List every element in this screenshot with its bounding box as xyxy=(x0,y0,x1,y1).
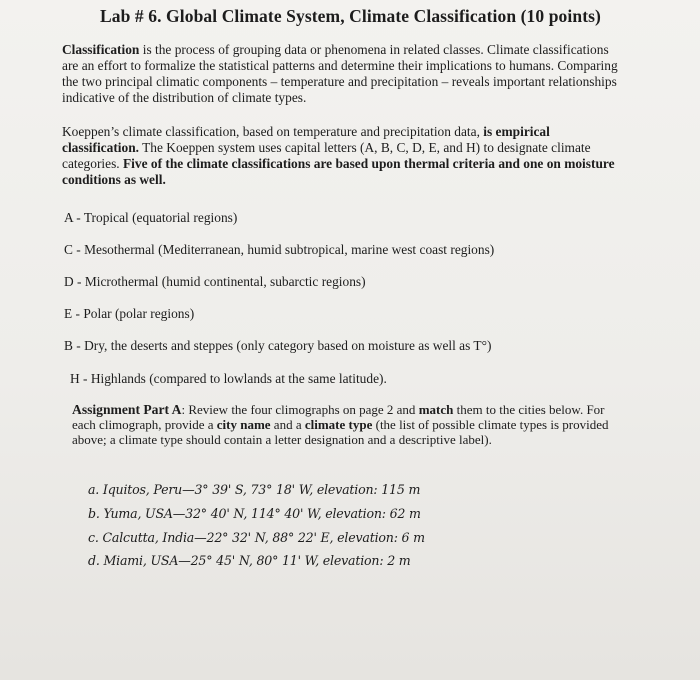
climate-type-desc: - Highlands (compared to lowlands at the same latitude). xyxy=(79,371,387,386)
climate-type-letter: H xyxy=(70,371,80,386)
koeppen-paragraph xyxy=(62,124,622,188)
koeppen-text-2: The Koeppen system uses capital letters (A, B, C, D, E, and H) to designate climate categories. xyxy=(62,140,591,171)
assignment-bold-climate-type: climate type xyxy=(304,417,373,432)
climate-type-letter: C xyxy=(64,242,73,257)
climate-type-letter: A xyxy=(64,210,73,225)
climate-type-item xyxy=(64,242,494,258)
classification-text: is the process of grouping data or phenomena in related classes. Climate classifications are an effort to formalize the statistical patterns and determine their implications to humans. Comparing the two principal climatic components – temperature and precipitation – reveals important relationships indicative of the distribution of climate types. xyxy=(62,42,618,105)
classification-paragraph xyxy=(62,42,622,106)
city-item-iquitos: a. Iquitos, Peru—3° 39' S, 73° 18' W, elevation: 115 m xyxy=(88,482,421,497)
city-item-yuma: b. Yuma, USA—32° 40' N, 114° 40' W, elevation: 62 m xyxy=(88,506,421,521)
koeppen-bold-1: is empirical classification. xyxy=(62,124,550,155)
climate-type-desc: - Dry, the deserts and steppes (only category based on moisture as well as T°) xyxy=(72,338,492,353)
assignment-text-2: them to the cities below. For each climograph, provide a xyxy=(72,402,605,432)
climate-type-item xyxy=(64,306,194,322)
climate-type-item xyxy=(70,371,387,387)
climate-type-item xyxy=(64,210,237,226)
assignment-text-1: : Review the four climographs on page 2 and xyxy=(181,402,419,417)
assignment-text-3: and a xyxy=(270,417,305,432)
assignment-bold-city-name: city name xyxy=(216,417,271,432)
page-title: Lab # 6. Global Climate System, Climate Classification (10 points) xyxy=(100,6,601,26)
assignment-bold-match: match xyxy=(418,402,454,417)
assignment-instructions xyxy=(72,402,612,447)
koeppen-bold-2: Five of the climate classifications are based upon thermal criteria and one on moisture conditions as well. xyxy=(62,156,615,187)
climate-type-desc: - Microthermal (humid continental, subarctic regions) xyxy=(73,274,366,289)
climate-type-desc: - Polar (polar regions) xyxy=(72,306,195,321)
assignment-label: Assignment Part A xyxy=(72,402,182,417)
city-item-calcutta: c. Calcutta, India—22° 32' N, 88° 22' E, elevation: 6 m xyxy=(88,530,425,545)
climate-type-letter: D xyxy=(64,274,74,289)
climate-type-letter: E xyxy=(64,306,73,321)
assignment-text-4: (the list of possible climate types is provided above; a climate type should contain a letter designation and a descriptive label). xyxy=(72,417,609,447)
classification-term: Classification xyxy=(62,42,140,57)
climate-type-desc: - Tropical (equatorial regions) xyxy=(72,210,238,225)
climate-type-item xyxy=(64,274,366,290)
koeppen-text-1: Koeppen’s climate classification, based on temperature and precipitation data, xyxy=(62,124,484,139)
city-item-miami: d. Miami, USA—25° 45' N, 80° 11' W, elevation: 2 m xyxy=(88,553,411,568)
climate-type-item xyxy=(64,338,491,354)
climate-type-letter: B xyxy=(64,338,73,353)
climate-type-desc: - Mesothermal (Mediterranean, humid subtropical, marine west coast regions) xyxy=(72,242,495,257)
